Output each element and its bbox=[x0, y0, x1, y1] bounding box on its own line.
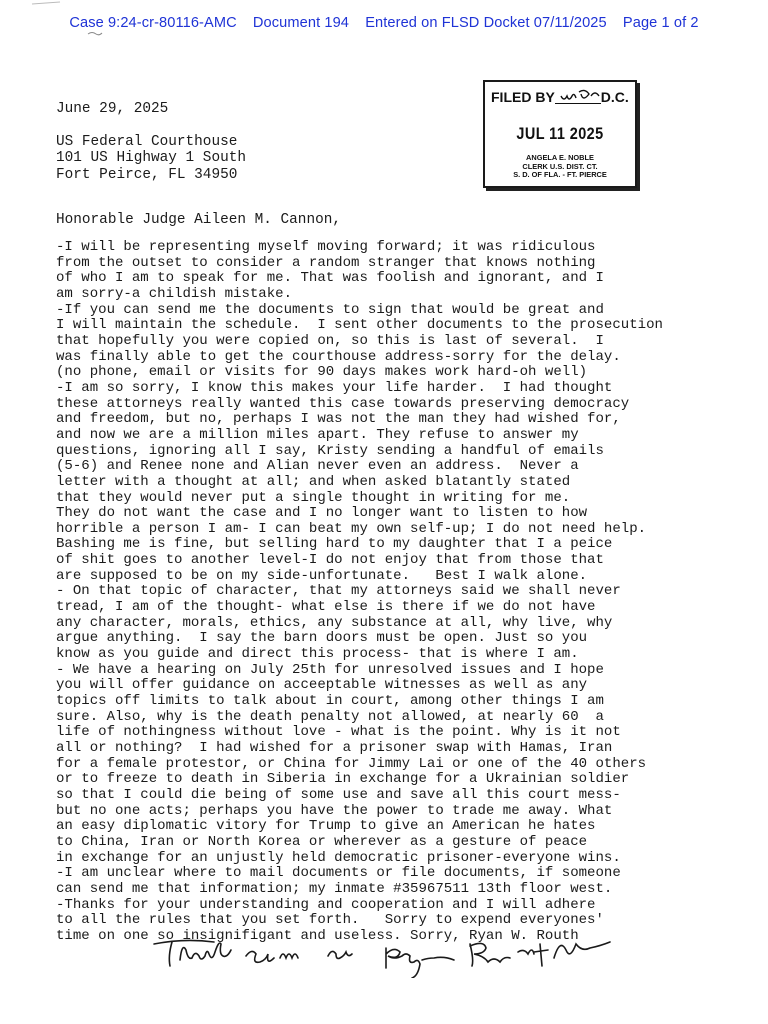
address-line: US Federal Courthouse bbox=[56, 134, 238, 150]
letter-line: but no one acts; perhaps you have the power to trade me away. What bbox=[56, 802, 613, 819]
letter-line: sure. Also, why is the death penalty not allowed, at nearly 60 a bbox=[56, 708, 604, 725]
letter-line: -I am unclear where to mail documents or file documents, if someone bbox=[56, 865, 621, 882]
letter-line: letter with a thought at all; and when asked blatantly stated bbox=[56, 473, 571, 490]
letter-line: -Thanks for your understanding and cooperation and I will adhere bbox=[56, 896, 596, 913]
letter-line: - We have a hearing on July 25th for unresolved issues and I hope bbox=[56, 661, 604, 678]
letter-line: They do not want the case and I no longer want to listen to how bbox=[56, 505, 588, 522]
dc-label: D.C. bbox=[600, 89, 629, 105]
filed-initials-signature bbox=[555, 91, 601, 104]
letter-line: know as you guide and direct this process- that is where I am. bbox=[56, 646, 579, 663]
letter-line: time on one so insignifigant and useless. Sorry, Ryan W. Routh bbox=[56, 927, 579, 944]
letter-line: (5-6) and Renee none and Alian never even an address. Never a bbox=[56, 458, 579, 475]
letter-line: or to freeze to death in Siberia in exchange for a Ukrainian soldier bbox=[56, 771, 630, 788]
letter-line: are supposed to be on my side-unfortunate. Best I walk alone. bbox=[56, 567, 588, 584]
letter-line: that they would never put a single thought in writing for me. bbox=[56, 489, 571, 506]
letter-line: I will maintain the schedule. I sent other documents to the prosecution bbox=[56, 317, 663, 334]
letter-line: from the outset to consider a random stranger that knows nothing bbox=[56, 254, 596, 271]
letter-line: you will offer guidance on acceeptable witnesses as well as any bbox=[56, 677, 588, 694]
docket-entry-date: Entered on FLSD Docket 07/11/2025 bbox=[365, 15, 607, 31]
letter-line: all or nothing? I had wished for a prisoner swap with Hamas, Iran bbox=[56, 740, 613, 756]
filed-date: JUL 11 2025 bbox=[516, 124, 604, 143]
filed-by-label: FILED BY bbox=[491, 89, 555, 105]
letter-line: so that I could die being of some use and save all this court mess- bbox=[56, 786, 621, 803]
letter-line: of shit goes to another level-I do not enjoy that from those that bbox=[56, 552, 604, 569]
letter-line: that hopefully you were copied on, so this is last of several. I bbox=[56, 332, 604, 349]
letter-line: for a female protestor, or China for Jimmy Lai or one of the 40 others bbox=[56, 755, 647, 772]
recipient-address bbox=[56, 134, 246, 183]
letter-line: these attorneys really wanted this case towards preserving democracy bbox=[56, 395, 630, 412]
letter-line: to all the rules that you set forth. Sorry to expend everyones' bbox=[56, 912, 604, 929]
letter-line: an easy diplomatic vitory for Trump to give an American he hates bbox=[56, 818, 596, 835]
address-line: 101 US Highway 1 South bbox=[56, 150, 246, 167]
letter-line: (no phone, email or visits for 90 days makes work hard-oh well) bbox=[56, 364, 588, 381]
filed-stamp bbox=[483, 80, 637, 188]
letter-line: topics off limits to talk about in court, among other things I am bbox=[56, 693, 604, 710]
letter-line: -I will be representing myself moving forward; it was ridiculous bbox=[56, 239, 596, 255]
handwritten-signature bbox=[150, 930, 650, 978]
page-indicator: Page 1 of 2 bbox=[622, 15, 699, 31]
letter-date: June 29, 2025 bbox=[56, 101, 169, 117]
letter-line: tread, I am of the thought- what else is there if we do not have bbox=[56, 599, 596, 616]
letter-line: Bashing me is fine, but selling hard to my daughter that I a peice bbox=[56, 536, 613, 553]
address-line: Fort Peirce, FL 34950 bbox=[56, 166, 238, 183]
docket-header bbox=[0, 15, 768, 31]
scan-artifact bbox=[30, 0, 110, 40]
letter-line: in exchange for an unjustly held democratic prisoner-everyone wins. bbox=[56, 849, 621, 866]
letter-line: -I am so sorry, I know this makes your life harder. I had thought bbox=[56, 379, 613, 396]
filed-by-line bbox=[491, 89, 629, 105]
letter-line: life of nothingness without love - what is the point. Why is it not bbox=[56, 724, 621, 741]
letter-line: to China, Iran or North Korea or wherever as a gesture of peace bbox=[56, 833, 588, 850]
clerk-name: ANGELA E. NOBLE bbox=[526, 153, 594, 162]
letter-line: -If you can send me the documents to sign that would be great and bbox=[56, 301, 604, 318]
salutation: Honorable Judge Aileen M. Cannon, bbox=[56, 212, 341, 228]
clerk-block bbox=[485, 154, 635, 180]
letter-line: any character, morals, ethics, any substance at all, why live, why bbox=[56, 614, 613, 631]
letter-body bbox=[56, 240, 663, 945]
letter-line: of who I am to speak for me. That was foolish and ignorant, and I bbox=[56, 270, 604, 287]
case-number: Case 9:24-cr-80116-AMC bbox=[69, 15, 237, 31]
letter-line: was finally able to get the courthouse address-sorry for the delay. bbox=[56, 348, 621, 365]
letter-line: and freedom, but no, perhaps I was not the man they had wished for, bbox=[56, 411, 621, 428]
letter-line: horrible a person I am- I can beat my own self-up; I do not need help. bbox=[56, 520, 647, 537]
clerk-title: CLERK U.S. DIST. CT. bbox=[522, 161, 598, 171]
letter-line: argue anything. I say the barn doors must be open. Just so you bbox=[56, 630, 588, 647]
clerk-division: S. D. OF FLA. - FT. PIERCE bbox=[513, 170, 607, 180]
letter-line: and now we are a million miles apart. They refuse to answer my bbox=[56, 426, 579, 443]
document-number: Document 194 bbox=[252, 15, 350, 31]
letter-line: questions, ignoring all I say, Kristy sending a handful of emails bbox=[56, 442, 604, 459]
letter-line: am sorry-a childish mistake. bbox=[56, 285, 293, 302]
letter-line: - On that topic of character, that my attorneys said we shall never bbox=[56, 583, 621, 600]
letter-line: can send me that information; my inmate #35967511 13th floor west. bbox=[56, 880, 613, 897]
